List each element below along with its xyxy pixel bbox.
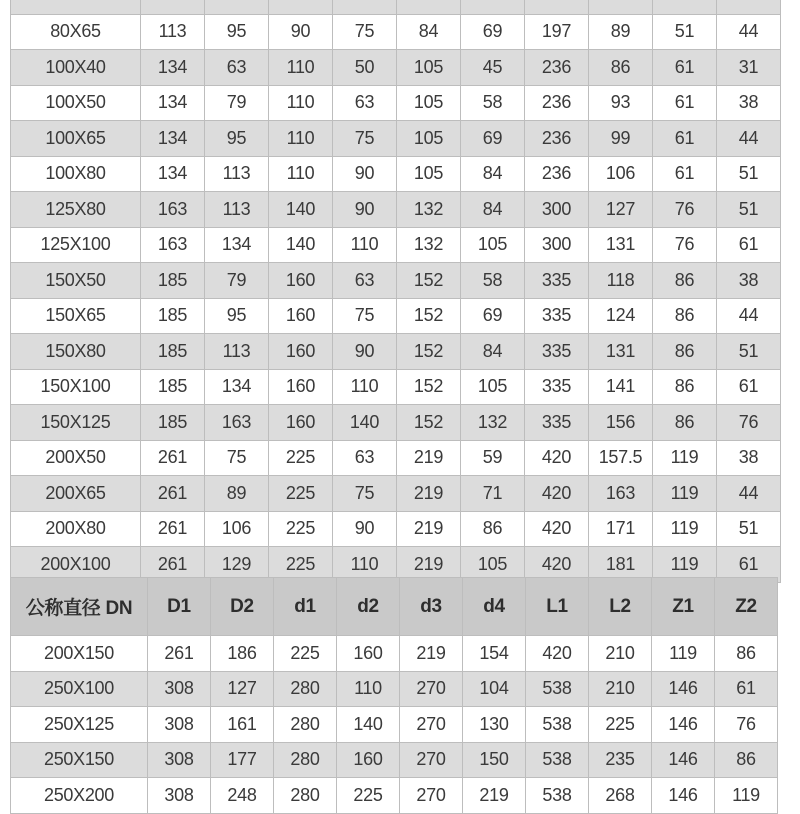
- dimension-cell: 236: [525, 85, 589, 121]
- dimension-cell: 152: [397, 263, 461, 299]
- table-row: [11, 227, 781, 263]
- dimension-cell: 90: [269, 14, 333, 50]
- dimension-cell: 71: [461, 476, 525, 512]
- dimension-cell: 197: [525, 14, 589, 50]
- dimension-cell: 58: [461, 263, 525, 299]
- dimension-cell: 86: [653, 263, 717, 299]
- dimension-cell: 127: [211, 671, 274, 707]
- dimension-cell: 75: [333, 298, 397, 334]
- dimension-cell: 225: [337, 778, 400, 814]
- table-row: [11, 14, 781, 50]
- table-row: [11, 778, 778, 814]
- dimension-cell: 95: [205, 121, 269, 157]
- dimension-cell: 99: [589, 121, 653, 157]
- dimension-cell: 44: [717, 298, 781, 334]
- dimension-cell: 335: [525, 298, 589, 334]
- dimension-cell: 308: [148, 707, 211, 743]
- dimension-cell: 63: [205, 50, 269, 86]
- dimension-cell: 538: [526, 707, 589, 743]
- nominal-diameter-cell: 100X40: [11, 50, 141, 86]
- header-d2-inner: d2: [337, 578, 400, 636]
- dimension-cell: 119: [653, 440, 717, 476]
- dimension-cell: [269, 0, 333, 14]
- dimension-cell: 86: [653, 369, 717, 405]
- dimension-cell: 152: [397, 369, 461, 405]
- table-row: [11, 405, 781, 441]
- dimension-cell: 86: [653, 334, 717, 370]
- dimension-cell: 335: [525, 263, 589, 299]
- dimension-cell: 134: [141, 121, 205, 157]
- dimension-cell: 300: [525, 227, 589, 263]
- dimension-cell: 280: [274, 707, 337, 743]
- dimension-cell: 140: [337, 707, 400, 743]
- dimension-cell: 119: [653, 511, 717, 547]
- dimension-cell: 93: [589, 85, 653, 121]
- dimension-cell: 63: [333, 440, 397, 476]
- dimension-cell: 420: [525, 440, 589, 476]
- header-d2-outer: D2: [211, 578, 274, 636]
- dimension-cell: 225: [274, 636, 337, 672]
- table-row: [11, 476, 781, 512]
- dimension-cell: 163: [141, 227, 205, 263]
- dimension-cell: 219: [400, 636, 463, 672]
- dimension-cell: 110: [333, 547, 397, 583]
- dimension-cell: 51: [653, 14, 717, 50]
- dimension-cell: [333, 0, 397, 14]
- dimension-cell: 140: [269, 192, 333, 228]
- dimension-cell: 235: [589, 742, 652, 778]
- dimension-cell: 236: [525, 121, 589, 157]
- nominal-diameter-cell: 250X150: [11, 742, 148, 778]
- dimension-cell: 219: [463, 778, 526, 814]
- dimension-cell: 225: [589, 707, 652, 743]
- dimension-cell: 44: [717, 14, 781, 50]
- dimension-cell: 119: [715, 778, 778, 814]
- dimension-cell: 110: [269, 85, 333, 121]
- dimension-cell: 95: [205, 298, 269, 334]
- nominal-diameter-cell: 200X100: [11, 547, 141, 583]
- dimension-cell: 58: [461, 85, 525, 121]
- table-row: [11, 742, 778, 778]
- header-z1: Z1: [652, 578, 715, 636]
- nominal-diameter-cell: 125X100: [11, 227, 141, 263]
- dimension-cell: 113: [205, 192, 269, 228]
- dimension-cell: 75: [333, 14, 397, 50]
- dimension-cell: 61: [717, 547, 781, 583]
- dimension-cell: 134: [205, 227, 269, 263]
- table-row: [11, 192, 781, 228]
- dimension-cell: 131: [589, 227, 653, 263]
- nominal-diameter-cell: 200X65: [11, 476, 141, 512]
- dimension-cell: 59: [461, 440, 525, 476]
- dimension-cell: 63: [333, 263, 397, 299]
- dimension-cell: 118: [589, 263, 653, 299]
- table-row: [11, 440, 781, 476]
- dimension-cell: 119: [652, 636, 715, 672]
- dimension-cell: 129: [205, 547, 269, 583]
- dimension-cell: 225: [269, 511, 333, 547]
- dimension-cell: 50: [333, 50, 397, 86]
- dimension-cell: 76: [653, 192, 717, 228]
- dimension-cell: 163: [141, 192, 205, 228]
- dimension-cell: 134: [141, 156, 205, 192]
- dimension-cell: 84: [461, 156, 525, 192]
- dimension-cell: 110: [333, 369, 397, 405]
- dimension-cell: 538: [526, 742, 589, 778]
- dimension-cell: 119: [653, 547, 717, 583]
- dimension-cell: 225: [269, 476, 333, 512]
- dimension-cell: 185: [141, 298, 205, 334]
- dimension-cell: 86: [715, 742, 778, 778]
- dimension-cell: 75: [205, 440, 269, 476]
- dimension-cell: 181: [589, 547, 653, 583]
- header-l2: L2: [589, 578, 652, 636]
- dimension-cell: 113: [205, 156, 269, 192]
- nominal-diameter-cell: 250X100: [11, 671, 148, 707]
- nominal-diameter-cell: 150X80: [11, 334, 141, 370]
- dimension-cell: 51: [717, 156, 781, 192]
- nominal-diameter-cell: 125X80: [11, 192, 141, 228]
- dimension-cell: [589, 0, 653, 14]
- dimension-cell: 31: [717, 50, 781, 86]
- dimension-cell: 38: [717, 440, 781, 476]
- dimension-cell: 261: [141, 547, 205, 583]
- table-row: [11, 156, 781, 192]
- table-row: [11, 121, 781, 157]
- dimension-cell: 236: [525, 156, 589, 192]
- table-row: [11, 298, 781, 334]
- dimension-cell: 131: [589, 334, 653, 370]
- table-row: [11, 0, 781, 14]
- dimension-cell: 150: [463, 742, 526, 778]
- nominal-diameter-cell: 250X200: [11, 778, 148, 814]
- dimension-cell: 163: [205, 405, 269, 441]
- dimension-cell: 156: [589, 405, 653, 441]
- dimension-cell: 113: [205, 334, 269, 370]
- dimension-cell: 61: [653, 121, 717, 157]
- dimension-cell: 160: [337, 636, 400, 672]
- dimension-cell: 61: [653, 85, 717, 121]
- dimension-cell: 89: [589, 14, 653, 50]
- dimension-table-bottom-body: [11, 636, 778, 814]
- dimension-cell: 270: [400, 742, 463, 778]
- dimension-cell: 160: [337, 742, 400, 778]
- header-d1-outer: D1: [148, 578, 211, 636]
- dimension-cell: 69: [461, 298, 525, 334]
- dimension-cell: 335: [525, 334, 589, 370]
- nominal-diameter-cell: 150X65: [11, 298, 141, 334]
- dimension-cell: [653, 0, 717, 14]
- header-d1-inner: d1: [274, 578, 337, 636]
- dimension-cell: 44: [717, 121, 781, 157]
- header-d4: d4: [463, 578, 526, 636]
- dimension-cell: 51: [717, 511, 781, 547]
- dimension-cell: [397, 0, 461, 14]
- nominal-diameter-cell: 100X80: [11, 156, 141, 192]
- dimension-cell: 105: [461, 369, 525, 405]
- dimension-cell: 119: [653, 476, 717, 512]
- dimension-cell: 185: [141, 405, 205, 441]
- table-row: [11, 85, 781, 121]
- dimension-cell: 420: [526, 636, 589, 672]
- table-row: [11, 511, 781, 547]
- dimension-cell: 105: [461, 547, 525, 583]
- dimension-cell: 105: [397, 156, 461, 192]
- dimension-cell: 185: [141, 369, 205, 405]
- dimension-cell: 110: [337, 671, 400, 707]
- dimension-cell: 90: [333, 511, 397, 547]
- dimension-cell: 420: [525, 476, 589, 512]
- dimension-cell: 104: [463, 671, 526, 707]
- dimension-cell: 38: [717, 263, 781, 299]
- dimension-cell: 95: [205, 14, 269, 50]
- dimension-cell: 280: [274, 778, 337, 814]
- nominal-diameter-cell: 200X150: [11, 636, 148, 672]
- dimension-cell: 154: [463, 636, 526, 672]
- dimension-cell: 219: [397, 440, 461, 476]
- dimension-cell: 225: [269, 547, 333, 583]
- dimension-cell: 280: [274, 742, 337, 778]
- dimension-cell: 270: [400, 707, 463, 743]
- dimension-cell: 105: [397, 85, 461, 121]
- dimension-cell: 76: [717, 405, 781, 441]
- dimension-cell: 86: [653, 298, 717, 334]
- dimension-cell: 110: [333, 227, 397, 263]
- dimension-cell: 152: [397, 405, 461, 441]
- dimension-cell: 90: [333, 334, 397, 370]
- dimension-cell: [525, 0, 589, 14]
- dimension-cell: 105: [397, 121, 461, 157]
- dimension-cell: 84: [461, 334, 525, 370]
- dimension-cell: 308: [148, 778, 211, 814]
- dimension-cell: 51: [717, 334, 781, 370]
- dimension-cell: 308: [148, 671, 211, 707]
- dimension-cell: 270: [400, 778, 463, 814]
- table-row: [11, 334, 781, 370]
- dimension-cell: 219: [397, 476, 461, 512]
- nominal-diameter-cell: [11, 0, 141, 14]
- dimension-cell: 44: [717, 476, 781, 512]
- dimension-cell: 248: [211, 778, 274, 814]
- dimension-cell: 146: [652, 742, 715, 778]
- dimension-cell: 219: [397, 547, 461, 583]
- nominal-diameter-cell: 80X65: [11, 14, 141, 50]
- header-nominal-diameter: 公称直径 DN: [11, 578, 148, 636]
- dimension-cell: 177: [211, 742, 274, 778]
- dimension-cell: 134: [205, 369, 269, 405]
- dimension-cell: 261: [148, 636, 211, 672]
- dimension-cell: 157.5: [589, 440, 653, 476]
- dimension-cell: 61: [715, 671, 778, 707]
- dimension-table-top: [10, 0, 781, 583]
- dimension-cell: 89: [205, 476, 269, 512]
- dimension-cell: 163: [589, 476, 653, 512]
- dimension-cell: 160: [269, 263, 333, 299]
- dimension-cell: 90: [333, 192, 397, 228]
- dimension-cell: 268: [589, 778, 652, 814]
- dimension-cell: 420: [525, 547, 589, 583]
- dimension-cell: [461, 0, 525, 14]
- dimension-cell: 261: [141, 476, 205, 512]
- dimension-cell: 69: [461, 121, 525, 157]
- dimension-cell: 140: [333, 405, 397, 441]
- dimension-cell: 76: [653, 227, 717, 263]
- nominal-diameter-cell: 150X100: [11, 369, 141, 405]
- dimension-cell: 132: [461, 405, 525, 441]
- dimension-table-top-body: [11, 0, 781, 582]
- dimension-cell: 69: [461, 14, 525, 50]
- dimension-cell: 261: [141, 440, 205, 476]
- dimension-cell: 538: [526, 671, 589, 707]
- dimension-cell: 152: [397, 298, 461, 334]
- dimension-cell: 132: [397, 192, 461, 228]
- table-row: [11, 671, 778, 707]
- dimension-cell: 134: [141, 50, 205, 86]
- table-row: [11, 369, 781, 405]
- dimension-cell: 127: [589, 192, 653, 228]
- column-header-row: [11, 578, 778, 636]
- dimension-cell: 75: [333, 121, 397, 157]
- dimension-cell: 110: [269, 50, 333, 86]
- nominal-diameter-cell: 150X125: [11, 405, 141, 441]
- dimension-cell: 51: [717, 192, 781, 228]
- dimension-cell: 146: [652, 671, 715, 707]
- dimension-cell: 141: [589, 369, 653, 405]
- dimension-cell: 79: [205, 85, 269, 121]
- dimension-cell: 79: [205, 263, 269, 299]
- dimension-cell: 160: [269, 405, 333, 441]
- dimension-cell: 84: [397, 14, 461, 50]
- dimension-cell: 86: [589, 50, 653, 86]
- dimension-cell: 134: [141, 85, 205, 121]
- header-l1: L1: [526, 578, 589, 636]
- dimension-cell: 61: [653, 156, 717, 192]
- dimension-cell: 45: [461, 50, 525, 86]
- dimension-cell: 280: [274, 671, 337, 707]
- dimension-cell: 146: [652, 778, 715, 814]
- dimension-cell: 76: [715, 707, 778, 743]
- column-header-table: [10, 577, 778, 636]
- nominal-diameter-cell: 100X65: [11, 121, 141, 157]
- dimension-cell: 210: [589, 636, 652, 672]
- dimension-cell: 160: [269, 298, 333, 334]
- dimension-cell: 146: [652, 707, 715, 743]
- dimension-cell: [205, 0, 269, 14]
- dimension-cell: [717, 0, 781, 14]
- dimension-cell: 161: [211, 707, 274, 743]
- dimension-cell: 61: [717, 227, 781, 263]
- dimension-cell: 140: [269, 227, 333, 263]
- dimension-cell: 90: [333, 156, 397, 192]
- dimension-cell: 105: [397, 50, 461, 86]
- dimension-cell: 185: [141, 334, 205, 370]
- dimension-cell: 124: [589, 298, 653, 334]
- dimension-cell: 84: [461, 192, 525, 228]
- nominal-diameter-cell: 200X50: [11, 440, 141, 476]
- dimension-cell: 335: [525, 369, 589, 405]
- dimension-cell: 160: [269, 334, 333, 370]
- dimension-cell: 63: [333, 85, 397, 121]
- dimension-cell: 38: [717, 85, 781, 121]
- nominal-diameter-cell: 200X80: [11, 511, 141, 547]
- dimension-cell: 420: [525, 511, 589, 547]
- dimension-cell: 225: [269, 440, 333, 476]
- dimension-cell: 152: [397, 334, 461, 370]
- dimension-cell: 113: [141, 14, 205, 50]
- header-d3: d3: [400, 578, 463, 636]
- dimension-cell: 171: [589, 511, 653, 547]
- dimension-cell: 270: [400, 671, 463, 707]
- nominal-diameter-cell: 150X50: [11, 263, 141, 299]
- dimension-cell: 308: [148, 742, 211, 778]
- dimension-cell: 86: [715, 636, 778, 672]
- dimension-cell: 132: [397, 227, 461, 263]
- dimension-cell: 61: [653, 50, 717, 86]
- table-row: [11, 636, 778, 672]
- dimension-cell: 105: [461, 227, 525, 263]
- dimension-cell: 185: [141, 263, 205, 299]
- dimension-cell: 61: [717, 369, 781, 405]
- dimension-cell: 110: [269, 156, 333, 192]
- dimension-cell: 210: [589, 671, 652, 707]
- dimension-cell: [141, 0, 205, 14]
- dimension-cell: 106: [205, 511, 269, 547]
- dimension-cell: 261: [141, 511, 205, 547]
- header-z2: Z2: [715, 578, 778, 636]
- dimension-cell: 106: [589, 156, 653, 192]
- dimension-cell: 186: [211, 636, 274, 672]
- dimension-cell: 86: [461, 511, 525, 547]
- dimension-cell: 86: [653, 405, 717, 441]
- dimension-cell: 538: [526, 778, 589, 814]
- dimension-cell: 110: [269, 121, 333, 157]
- dimension-cell: 219: [397, 511, 461, 547]
- nominal-diameter-cell: 100X50: [11, 85, 141, 121]
- dimension-cell: 75: [333, 476, 397, 512]
- dimension-cell: 335: [525, 405, 589, 441]
- nominal-diameter-cell: 250X125: [11, 707, 148, 743]
- dimension-cell: 160: [269, 369, 333, 405]
- table-row: [11, 263, 781, 299]
- dimension-cell: 130: [463, 707, 526, 743]
- dimension-cell: 236: [525, 50, 589, 86]
- dimension-cell: 300: [525, 192, 589, 228]
- table-row: [11, 50, 781, 86]
- table-row: [11, 707, 778, 743]
- dimension-table-bottom: [10, 635, 778, 814]
